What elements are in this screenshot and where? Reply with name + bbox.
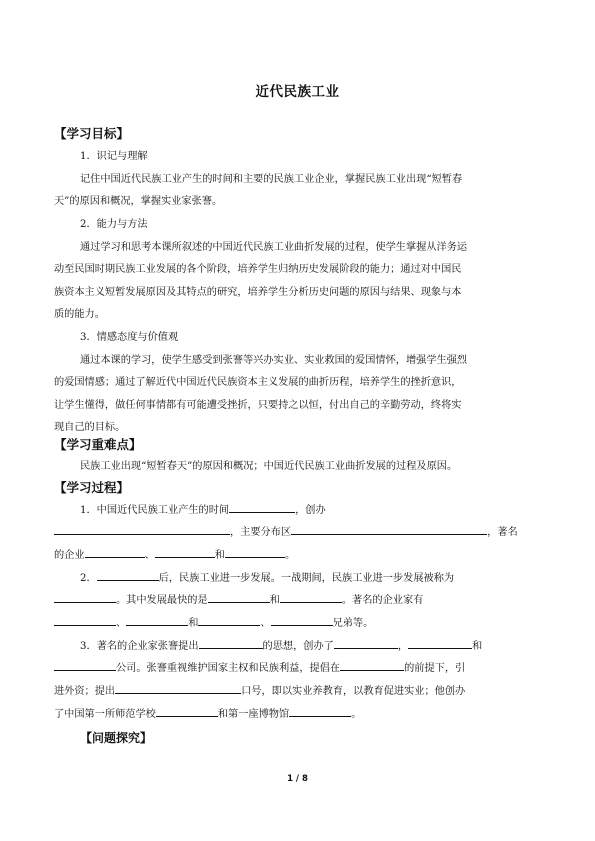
keypoints-heading: 【学习重难点】 [54, 437, 142, 452]
objective-1-text-line: 记住中国近代民族工业产生的时间和主要的民族工业企业，掌握民族工业出现“短暂春 [80, 174, 463, 185]
answer-blank[interactable] [289, 705, 351, 717]
objective-2-title: 2．能力与方法 [80, 219, 148, 230]
objective-3-text-line: 通过本课的学习，使学生感受到张謇等兴办实业、实业救国的爱国情怀，增强学生强烈 [80, 355, 468, 366]
answer-blank[interactable] [334, 637, 398, 649]
answer-blank[interactable] [115, 682, 241, 694]
objective-2-text-line: 动至民国时期民族工业发展的各个阶段，培养学生归纳历史发展阶段的能力；通过对中国民 [54, 264, 462, 275]
answer-blank[interactable] [85, 546, 145, 558]
answer-blank[interactable] [408, 637, 472, 649]
answer-blank[interactable] [208, 591, 270, 603]
answer-blank[interactable] [155, 546, 215, 558]
answer-blank[interactable] [54, 614, 116, 626]
answer-blank[interactable] [54, 523, 230, 535]
objective-2-text-line: 族资本主义短暂发展原因及其特点的研究，培养学生分析历史问题的原因与结果、现象与本 [54, 287, 462, 298]
objective-2-text-line: 质的能力。 [54, 309, 105, 320]
answer-blank[interactable] [54, 659, 116, 671]
answer-blank[interactable] [156, 705, 218, 717]
objective-3-text-line: 的爱国情感；通过了解近代中国近代民族资本主义发展的曲折历程，培养学生的挫折意识， [54, 377, 462, 388]
question-3-line: 3．著名的企业家张謇提出 的思想，创办了 ， 和 [80, 637, 482, 654]
question-1-line: 的企业 、 和 。 [54, 546, 295, 563]
answer-blank[interactable] [229, 501, 295, 513]
objective-1-title: 1．识记与理解 [80, 151, 148, 162]
keypoints-text: 民族工业出现“短暂春天”的原因和概况；中国近代民族工业曲折发展的过程及原因。 [80, 461, 458, 472]
page-title: 近代民族工业 [255, 84, 340, 100]
inquiry-heading: 【问题探究】 [80, 731, 153, 745]
answer-blank[interactable] [291, 523, 487, 535]
answer-blank[interactable] [97, 569, 159, 581]
question-3-line: 公司。张謇重视维护国家主权和民族利益，提倡在 的前提下，引 [54, 659, 465, 676]
objective-3-text-line: 让学生懂得，做任何事情都有可能遭受挫折，只要持之以恒，付出自己的辛勤劳动，终将实 [54, 400, 462, 411]
objective-2-text-line: 通过学习和思考本课所叙述的中国近代民族工业曲折发展的过程，使学生掌握从洋务运 [80, 242, 468, 253]
question-1-line: ，主要分布区 ，著名 [54, 523, 518, 540]
question-2-line: 、 和 、 兄弟等。 [54, 614, 373, 631]
objective-3-title: 3．情感态度与价值观 [80, 332, 179, 343]
objective-1-text-line: 天”的原因和概况，掌握实业家张謇。 [54, 196, 223, 207]
objective-3-text-line: 现自己的目标。 [54, 422, 126, 433]
page-number: 1 / 8 [287, 774, 308, 784]
objectives-heading: 【学习目标】 [54, 126, 130, 141]
answer-blank[interactable] [126, 614, 188, 626]
question-2-line: 2． 后，民族工业进一步发展。一战期间，民族工业进一步发展被称为 [80, 569, 454, 586]
question-3-line: 进外资；提出 口号，即以实业养教育，以教育促进实业；他创办 [54, 682, 465, 699]
answer-blank[interactable] [199, 637, 263, 649]
question-3-line: 了中国第一所师范学校 和第一座博物馆 。 [54, 705, 361, 722]
answer-blank[interactable] [280, 591, 342, 603]
answer-blank[interactable] [54, 591, 116, 603]
answer-blank[interactable] [198, 614, 260, 626]
question-1-line: 1．中国近代民族工业产生的时间 ，创办 [80, 501, 326, 518]
answer-blank[interactable] [271, 614, 333, 626]
question-2-line: 。其中发展最快的是 和 。著名的企业家有 [54, 591, 423, 608]
answer-blank[interactable] [225, 546, 285, 558]
process-heading: 【学习过程】 [54, 480, 130, 495]
answer-blank[interactable] [340, 659, 404, 671]
